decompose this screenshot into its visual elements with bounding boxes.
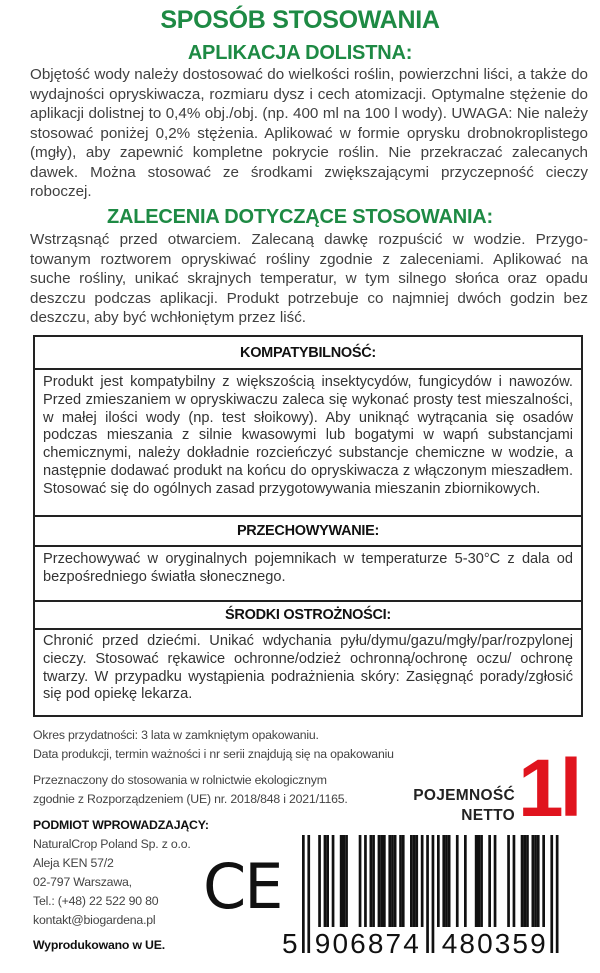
barcode-bar [370,835,373,927]
volume-label [405,786,515,826]
barcode-bar [464,835,467,927]
recommendations-heading: ZALECENIA DOTYCZĄCE STOSOWANIA: [106,206,494,228]
barcode-bar [332,835,335,927]
volume-label-2: NETTO [461,807,515,824]
storage-heading: PRZECHOWYWANIE: [35,515,581,547]
barcode-bar [326,835,329,927]
distributor-name: NaturalCrop Poland Sp. z o.o. [33,837,191,851]
barcode-bar [364,835,367,927]
barcode-bar [556,835,559,953]
made-in: Wyprodukowano w UE. [33,938,165,952]
barcode-bar [494,835,497,927]
barcode-bar [359,835,362,927]
barcode-bar [521,835,524,927]
barcode-bar [421,835,424,927]
barcode-digits-left: 906874 [314,928,419,955]
barcode-bar [542,835,545,927]
distributor-city: 02-797 Warszawa, [33,875,132,889]
distributor-email[interactable]: kontakt@biogardena.pl [33,913,156,927]
barcode-bar [413,835,416,927]
volume-label-1: POJEMNOŚĆ [413,787,515,804]
barcode-bar [378,835,381,927]
barcode [282,835,588,955]
barcode-bar [426,835,429,953]
barcode-bar [442,835,445,927]
ce-mark-icon: CE [203,850,282,923]
barcode-bar [537,835,540,927]
barcode-bar [478,835,481,927]
barcode-bar [415,835,418,927]
barcode-bar [394,835,397,927]
barcode-bar [345,835,348,927]
barcode-bar [340,835,343,927]
barcode-bar [399,835,402,927]
barcode-bar [302,835,305,953]
barcode-bar [437,835,440,927]
barcode-bar [456,835,459,927]
distributor-heading: PODMIOT WPROWADZAJĄCY: [33,818,209,832]
recommendations-text: Wstrząsnąć przed otwarciem. Zalecaną dawkę rozpuścić w wodzie. Przygotowanym roztworem opryskiwać rośliny zgodnie z zaleceniami. Aplikować na suche rośliny, unikać skrajnych temperatur, w tym silnego słońca oraz opadu deszczu podczas aplikacji. Produkt potrzebuje co najmniej dwóch godzin bez deszczu, aby być wchłoniętym przez liść. [30,231,588,326]
barcode-bar [488,835,491,927]
batch-info: Data produkcji, termin ważności i nr serii znajdują się na opakowaniu [33,747,394,761]
organic-note-2: zgodnie z Rozporządzeniem (UE) nr. 2018/848 i 2021/1165. [33,792,348,806]
barcode-bar [523,835,526,927]
organic-note-1: Przeznaczony do stosowania w rolnictwie ekologicznym [33,773,327,787]
foliar-heading: APLIKACJA DOLISTNA: [187,42,413,64]
barcode-bar [388,835,391,927]
barcode-bar [324,835,327,927]
barcode-bar [448,835,451,927]
barcode-bar [513,835,516,927]
barcode-bar [383,835,386,927]
barcode-bar [432,835,435,953]
page-title: SPOSÓB STOSOWANIA [160,6,440,34]
precautions-heading: ŚRODKI OSTROŻNOŚCI: [35,600,581,630]
barcode-bar [445,835,448,927]
barcode-bar [475,835,478,927]
shelf-life: Okres przydatności: 3 lata w zamkniętym opakowaniu. [33,728,319,742]
barcode-bar [507,835,510,927]
barcode-bar [534,835,537,927]
precautions-text: Chronić przed dziećmi. Unikać wdychania pyłu/dymu/gazu/mgły/par/rozpylonej cieczy. Stosować rękawice ochronne/odzież ochronną/ochronę oczu/ ochronę twarzy. W przypadku wystąpienia podrażnienia skóry: Zasięgnąć porady/zgłosić się pod opiekę lekarza. [43,633,573,703]
barcode-bar [480,835,483,927]
barcode-bar [402,835,405,927]
barcode-bar [343,835,346,927]
barcode-bar [391,835,394,927]
barcode-bar [372,835,375,927]
volume-value: 1l [518,743,579,834]
compatibility-heading: KOMPATYBILNOŚĆ: [35,337,581,370]
storage-text: Przechowywać w oryginalnych pojemnikach w temperaturze 5-30°C z dala od bezpośredniego światła słonecznego. [43,551,573,585]
compatibility-text: Produkt jest kompatybilny z większością insektycydów, fungicydów i nawozów. Przed zmieszaniem w opryskiwaczu zaleca się wykonać prosty test mieszalności, w małej ilości wody (np. test słoikowy). Aby uniknąć wytrącania się osadów podczas mieszania z silnie kwasowymi lub bogatymi w wapń substancjami chemicznymi, należy dokładnie rozcieńczyć substancje chemiczne w wodzie, a następnie dodawać produkt na końcu do opryskiwacza z włączonym mieszadłem. Stosować się do ogólnych zasad przygotowywania mieszanin zbiornikowych. [43,374,573,497]
barcode-bar [550,835,553,953]
barcode-bar [526,835,529,927]
barcode-bar [307,835,310,953]
barcode-bar [318,835,321,927]
info-box [33,335,583,717]
distributor-street: Aleja KEN 57/2 [33,856,114,870]
distributor-phone: Tel.: (+48) 22 522 90 80 [33,894,159,908]
barcode-bar [532,835,535,927]
barcode-digit-first: 5 [282,928,298,955]
foliar-text: Objętość wody należy dostosować do wielkości roślin, powierzchni liści, a także do wydajności opryskiwacza, rozmiaru dysz i cech atomizacji. Optymalne stężenie do aplikacji dolistnej to 0,4% obj./obj. (np. 400 ml na 100 l wody). UWAGA: Nie należy stosować poniżej 0,2% stężenia. Aplikować w formie oprysku drobnokroplistego (mgły), aby zapewnić kompletne pokrycie roślin. Nie przekraczać zalecanych dawek. Można stosować ze środkami zwiększającymi przyczepność cieczy roboczej. [30,66,588,200]
barcode-bar [380,835,383,927]
barcode-bar [410,835,413,927]
barcode-digits-right: 480359 [441,928,546,955]
